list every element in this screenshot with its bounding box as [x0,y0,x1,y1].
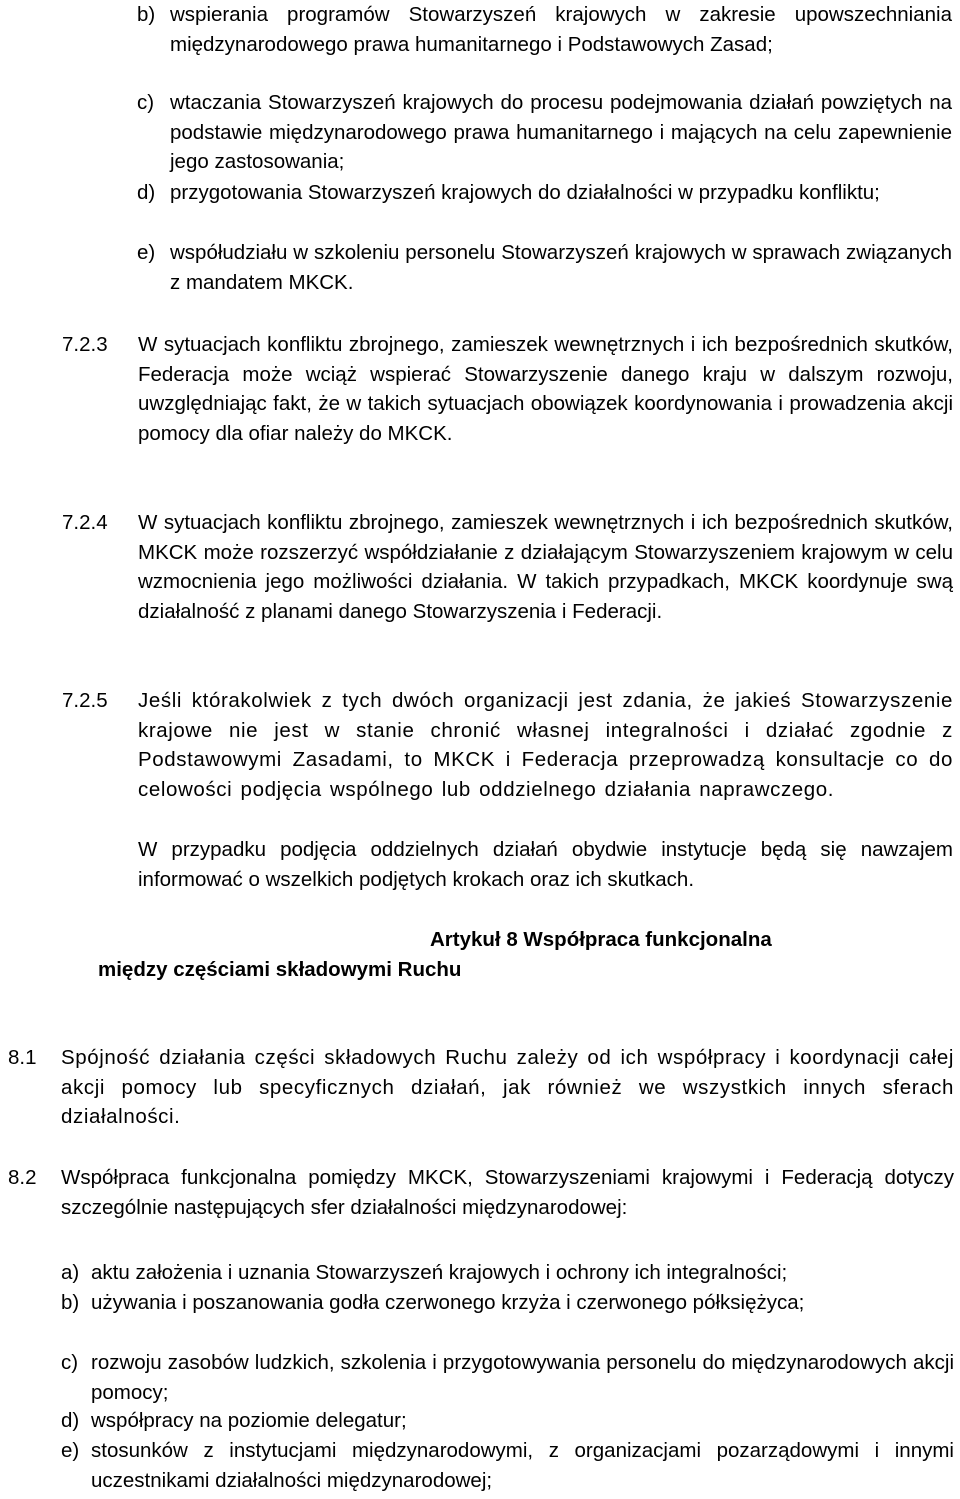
list-text: rozwoju zasobów ludzkich, szkolenia i przygotowywania personelu do międzynarodowych akcji pomocy; [91,1351,954,1404]
list-text: przygotowania Stowarzyszeń krajowych do działalności w przypadku konfliktu; [170,181,880,204]
section-text: W sytuacjach konfliktu zbrojnego, zamieszek wewnętrznych i ich bezpośrednich skutków, Federacja może wciąż wspierać Stowarzyszenie danego kraju w dalszym rozwoju, uwzględniając fakt, że w takich sytuacjach obowiązek koordynowania i prowadzenia akcji pomocy dla ofiar należy do MKCK. [138,333,953,445]
list-text: współpracy na poziomie delegatur; [91,1409,407,1432]
list-text: wspierania programów Stowarzyszeń krajowych w zakresie upowszechniania międzynarodowego prawa humanitarnego i Podstawowych Zasad; [170,3,952,56]
section-text: Jeśli którakolwiek z tych dwóch organizacji jest zdania, że jakieś Stowarzyszenie krajowe nie jest w stanie chronić własnej integralności i działać zgodnie z Podstawowymi Zasadami, to MKCK i Federacja przeprowadzą konsultacje co do celowości podjęcia wspólnego lub oddzielnego działania naprawczego. [138,689,953,801]
list-label: c) [61,1351,79,1374]
list-label: b) [137,3,156,26]
section-number: 8.2 [8,1166,37,1189]
section-7-2-5-continuation: W przypadku podjęcia oddzielnych działań obydwie instytucje będą się nawzajem informować o wszelkich podjętych krokach oraz ich skutkach. [138,838,953,891]
list-text: wtaczania Stowarzyszeń krajowych do procesu podejmowania działań powziętych na podstawie międzynarodowego prawa humanitarnego i mających na celu zapewnienie jego zastosowania; [170,91,952,174]
section-text: W sytuacjach konfliktu zbrojnego, zamieszek wewnętrznych i ich bezpośrednich skutków, MKCK może rozszerzyć współdziałanie z działającym Stowarzyszeniem krajowym w celu wzmocnienia jego możliwości działania. W takich przypadkach, MKCK koordynuje swą działalność z planami danego Stowarzyszenia i Federacji. [138,511,953,623]
list-text: używania i poszanowania godła czerwonego krzyża i czerwonego półksiężyca; [91,1291,805,1314]
section-text: Współpraca funkcjonalna pomiędzy MKCK, Stowarzyszeniami krajowymi i Federacją dotyczy szczególnie następujących sfer działalności międzynarodowej: [61,1166,954,1219]
article-title: Artykuł 8 Współpraca funkcjonalna [430,928,772,951]
article-subtitle: między częściami składowymi Ruchu [98,958,462,981]
list-label: c) [137,91,155,114]
list-label: e) [61,1439,80,1462]
section-number: 7.2.5 [62,689,108,712]
list-label: b) [61,1291,80,1314]
list-text: stosunków z instytucjami międzynarodowymi, z organizacjami pozarządowymi i innymi uczestnikami działalności międzynarodowej; [91,1439,954,1492]
list-label: d) [61,1409,80,1432]
list-label: a) [61,1261,80,1284]
list-label: d) [137,181,156,204]
list-label: e) [137,241,156,264]
list-text: współudziału w szkoleniu personelu Stowarzyszeń krajowych w sprawach związanych z mandatem MKCK. [170,241,952,294]
section-number: 8.1 [8,1046,37,1069]
section-number: 7.2.4 [62,511,108,534]
section-text: Spójność działania części składowych Ruchu zależy od ich współpracy i koordynacji całej akcji pomocy lub specyficznych działań, jak również we wszystkich innych sferach działalności. [61,1046,954,1129]
list-text: aktu założenia i uznania Stowarzyszeń krajowych i ochrony ich integralności; [91,1261,788,1284]
section-number: 7.2.3 [62,333,108,356]
